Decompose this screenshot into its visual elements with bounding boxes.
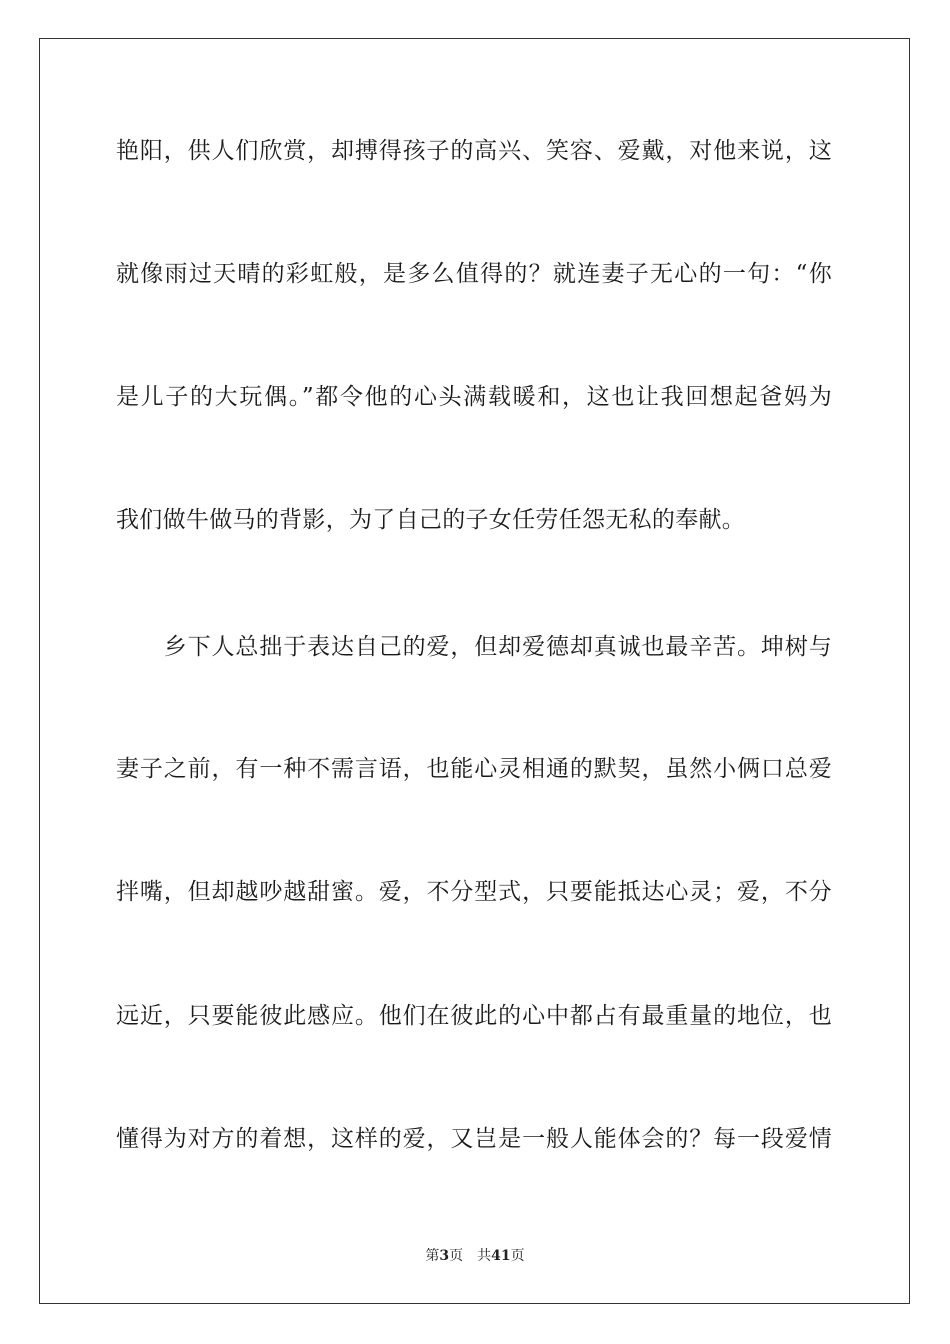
total-prefix: 共 [477, 1248, 492, 1264]
text-line: 就像雨过天晴的彩虹般，是多么值得的？就连妻子无心的一句：“你 [116, 261, 832, 287]
page-prefix: 第 [425, 1248, 440, 1264]
text-line: 妻子之前，有一种不需言语，也能心灵相通的默契，虽然小俩口总爱 [116, 756, 832, 782]
page-suffix: 页 [449, 1248, 464, 1264]
total-suffix: 页 [510, 1248, 525, 1264]
page-footer [0, 1247, 950, 1265]
text-line: 艳阳，供人们欣赏，却搏得孩子的高兴、笑容、爱戴，对他来说，这 [116, 138, 832, 164]
total-page-count: 41 [491, 1248, 511, 1264]
paragraph-start-line: 乡下人总拙于表达自己的爱，但却爱德却真诚也最辛苦。坤树与 [116, 634, 832, 660]
page-border [39, 38, 910, 1304]
current-page-number: 3 [439, 1248, 450, 1264]
text-line: 我们做牛做马的背影，为了自己的子女任劳任怨无私的奉献。 [116, 507, 746, 533]
text-line: 拌嘴，但却越吵越甜蜜。爱，不分型式，只要能抵达心灵；爱，不分 [116, 879, 832, 905]
text-line: 远近，只要能彼此感应。他们在彼此的心中都占有最重量的地位，也 [116, 1003, 832, 1029]
text-line: 是儿子的大玩偶。”都令他的心头满载暖和，这也让我回想起爸妈为 [116, 384, 832, 410]
text-line: 懂得为对方的着想，这样的爱，又岂是一般人能体会的？每一段爱情 [116, 1126, 832, 1152]
